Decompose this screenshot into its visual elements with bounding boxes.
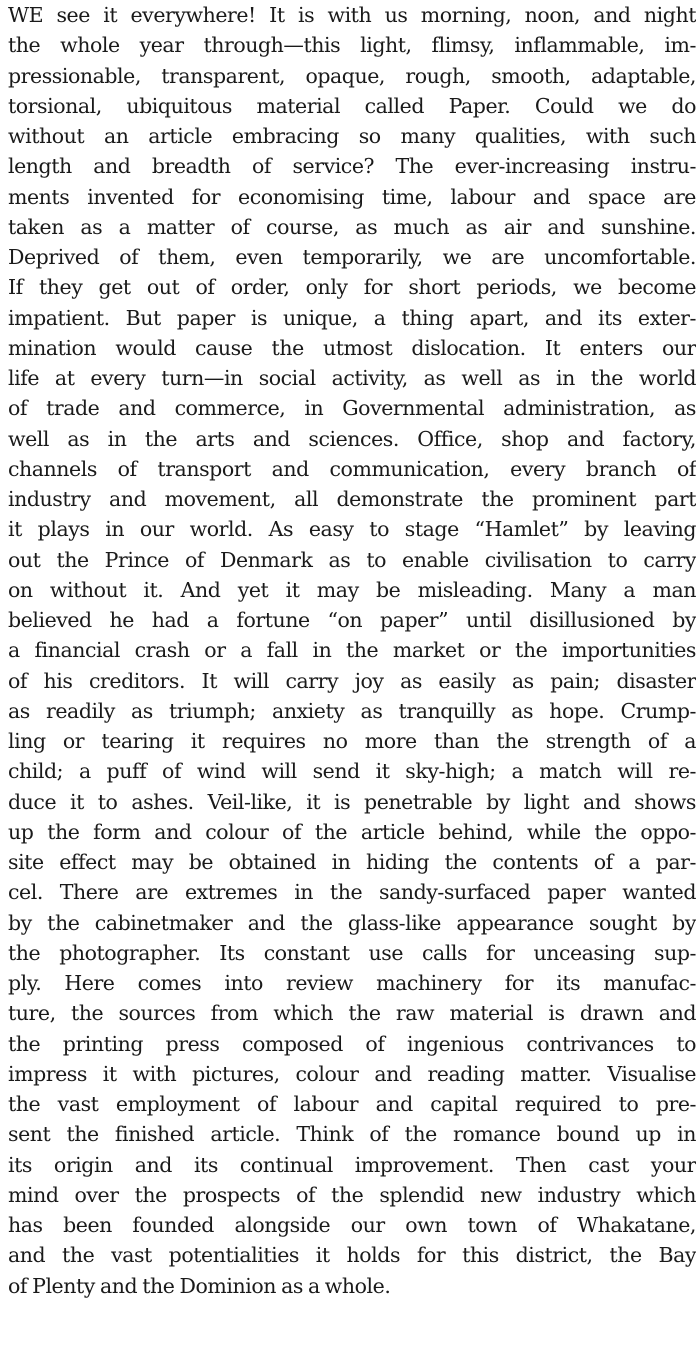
- text-line-2: the whole year through—this light, flimsy, inflammable, im-: [8, 33, 696, 58]
- text-line-31: by the cabinetmaker and the glass-like appearance sought by: [8, 910, 696, 935]
- text-line-34: ture, the sources from which the raw material is drawn and: [8, 1001, 696, 1026]
- text-line-16: channels of transport and communication, every branch of: [8, 456, 696, 481]
- text-line-36: impress it with pictures, colour and reading matter. Visualise: [8, 1061, 696, 1086]
- text-line-7: ments invented for economising time, labour and space are: [8, 184, 696, 209]
- text-line-28: up the form and colour of the article behind, while the oppo-: [8, 819, 696, 844]
- text-line-4: torsional, ubiquitous material called Paper. Could we do: [8, 93, 696, 118]
- text-line-5: without an article embracing so many qualities, with such: [8, 124, 696, 148]
- text-line-32: the photographer. Its constant use calls for unceasing sup-: [8, 940, 696, 965]
- text-line-26: child; a puff of wind will send it sky-high; a match will re-: [8, 759, 696, 784]
- text-line-40: mind over the prospects of the splendid new industry which: [8, 1182, 696, 1207]
- text-line-10: If they get out of order, only for short periods, we become: [8, 275, 696, 300]
- text-line-17: industry and movement, all demonstrate the prominent part: [8, 487, 696, 511]
- text-line-18: it plays in our world. As easy to stage “Hamlet” by leaving: [8, 517, 696, 542]
- text-line-8: taken as a matter of course, as much as air and sunshine.: [8, 214, 696, 239]
- text-line-6: length and breadth of service? The ever-increasing instru-: [8, 154, 696, 179]
- text-line-12: mination would cause the utmost dislocation. It enters our: [8, 335, 696, 360]
- text-line-19: out the Prince of Denmark as to enable civilisation to carry: [8, 547, 696, 572]
- text-line-29: site effect may be obtained in hiding the contents of a par-: [8, 850, 696, 874]
- text-line-41: has been founded alongside our own town of Whakatane,: [8, 1213, 696, 1237]
- text-line-24: as readily as triumph; anxiety as tranquilly as hope. Crump-: [8, 698, 696, 723]
- text-line-37: the vast employment of labour and capital required to pre-: [8, 1092, 696, 1116]
- text-line-3: pressionable, transparent, opaque, rough, smooth, adaptable,: [8, 63, 696, 88]
- text-line-22: a financial crash or a fall in the market or the importunities: [8, 638, 696, 663]
- text-line-35: the printing press composed of ingenious contrivances to: [8, 1031, 696, 1056]
- text-line-9: Deprived of them, even temporarily, we are uncomfortable.: [8, 245, 696, 269]
- text-line-21: believed he had a fortune “on paper” until disillusioned by: [8, 608, 696, 632]
- text-line-14: of trade and commerce, in Governmental administration, as: [8, 396, 696, 421]
- text-line-1: WE see it everywhere! It is with us morning, noon, and night: [8, 3, 696, 27]
- text-line-15: well as in the arts and sciences. Office, shop and factory,: [8, 426, 696, 451]
- text-line-39: its origin and its continual improvement. Then cast your: [8, 1152, 696, 1177]
- text-line-11: impatient. But paper is unique, a thing apart, and its exter-: [8, 305, 696, 330]
- text-line-30: cel. There are extremes in the sandy-surfaced paper wanted: [8, 880, 696, 905]
- text-line-33: ply. Here comes into review machinery for its manufac-: [8, 971, 696, 995]
- document-page: [8, 0, 696, 1354]
- text-line-43: of Plenty and the Dominion as a whole.: [8, 1273, 391, 1298]
- text-line-38: sent the finished article. Think of the romance bound up in: [8, 1122, 696, 1147]
- text-line-25: ling or tearing it requires no more than the strength of a: [8, 729, 696, 753]
- text-line-20: on without it. And yet it may be misleading. Many a man: [8, 577, 696, 602]
- text-line-27: duce it to ashes. Veil-like, it is penetrable by light and shows: [8, 789, 696, 814]
- text-line-13: life at every turn—in social activity, as well as in the world: [8, 366, 696, 390]
- text-line-23: of his creditors. It will carry joy as easily as pain; disaster: [8, 668, 696, 693]
- text-line-42: and the vast potentialities it holds for this district, the Bay: [8, 1243, 696, 1268]
